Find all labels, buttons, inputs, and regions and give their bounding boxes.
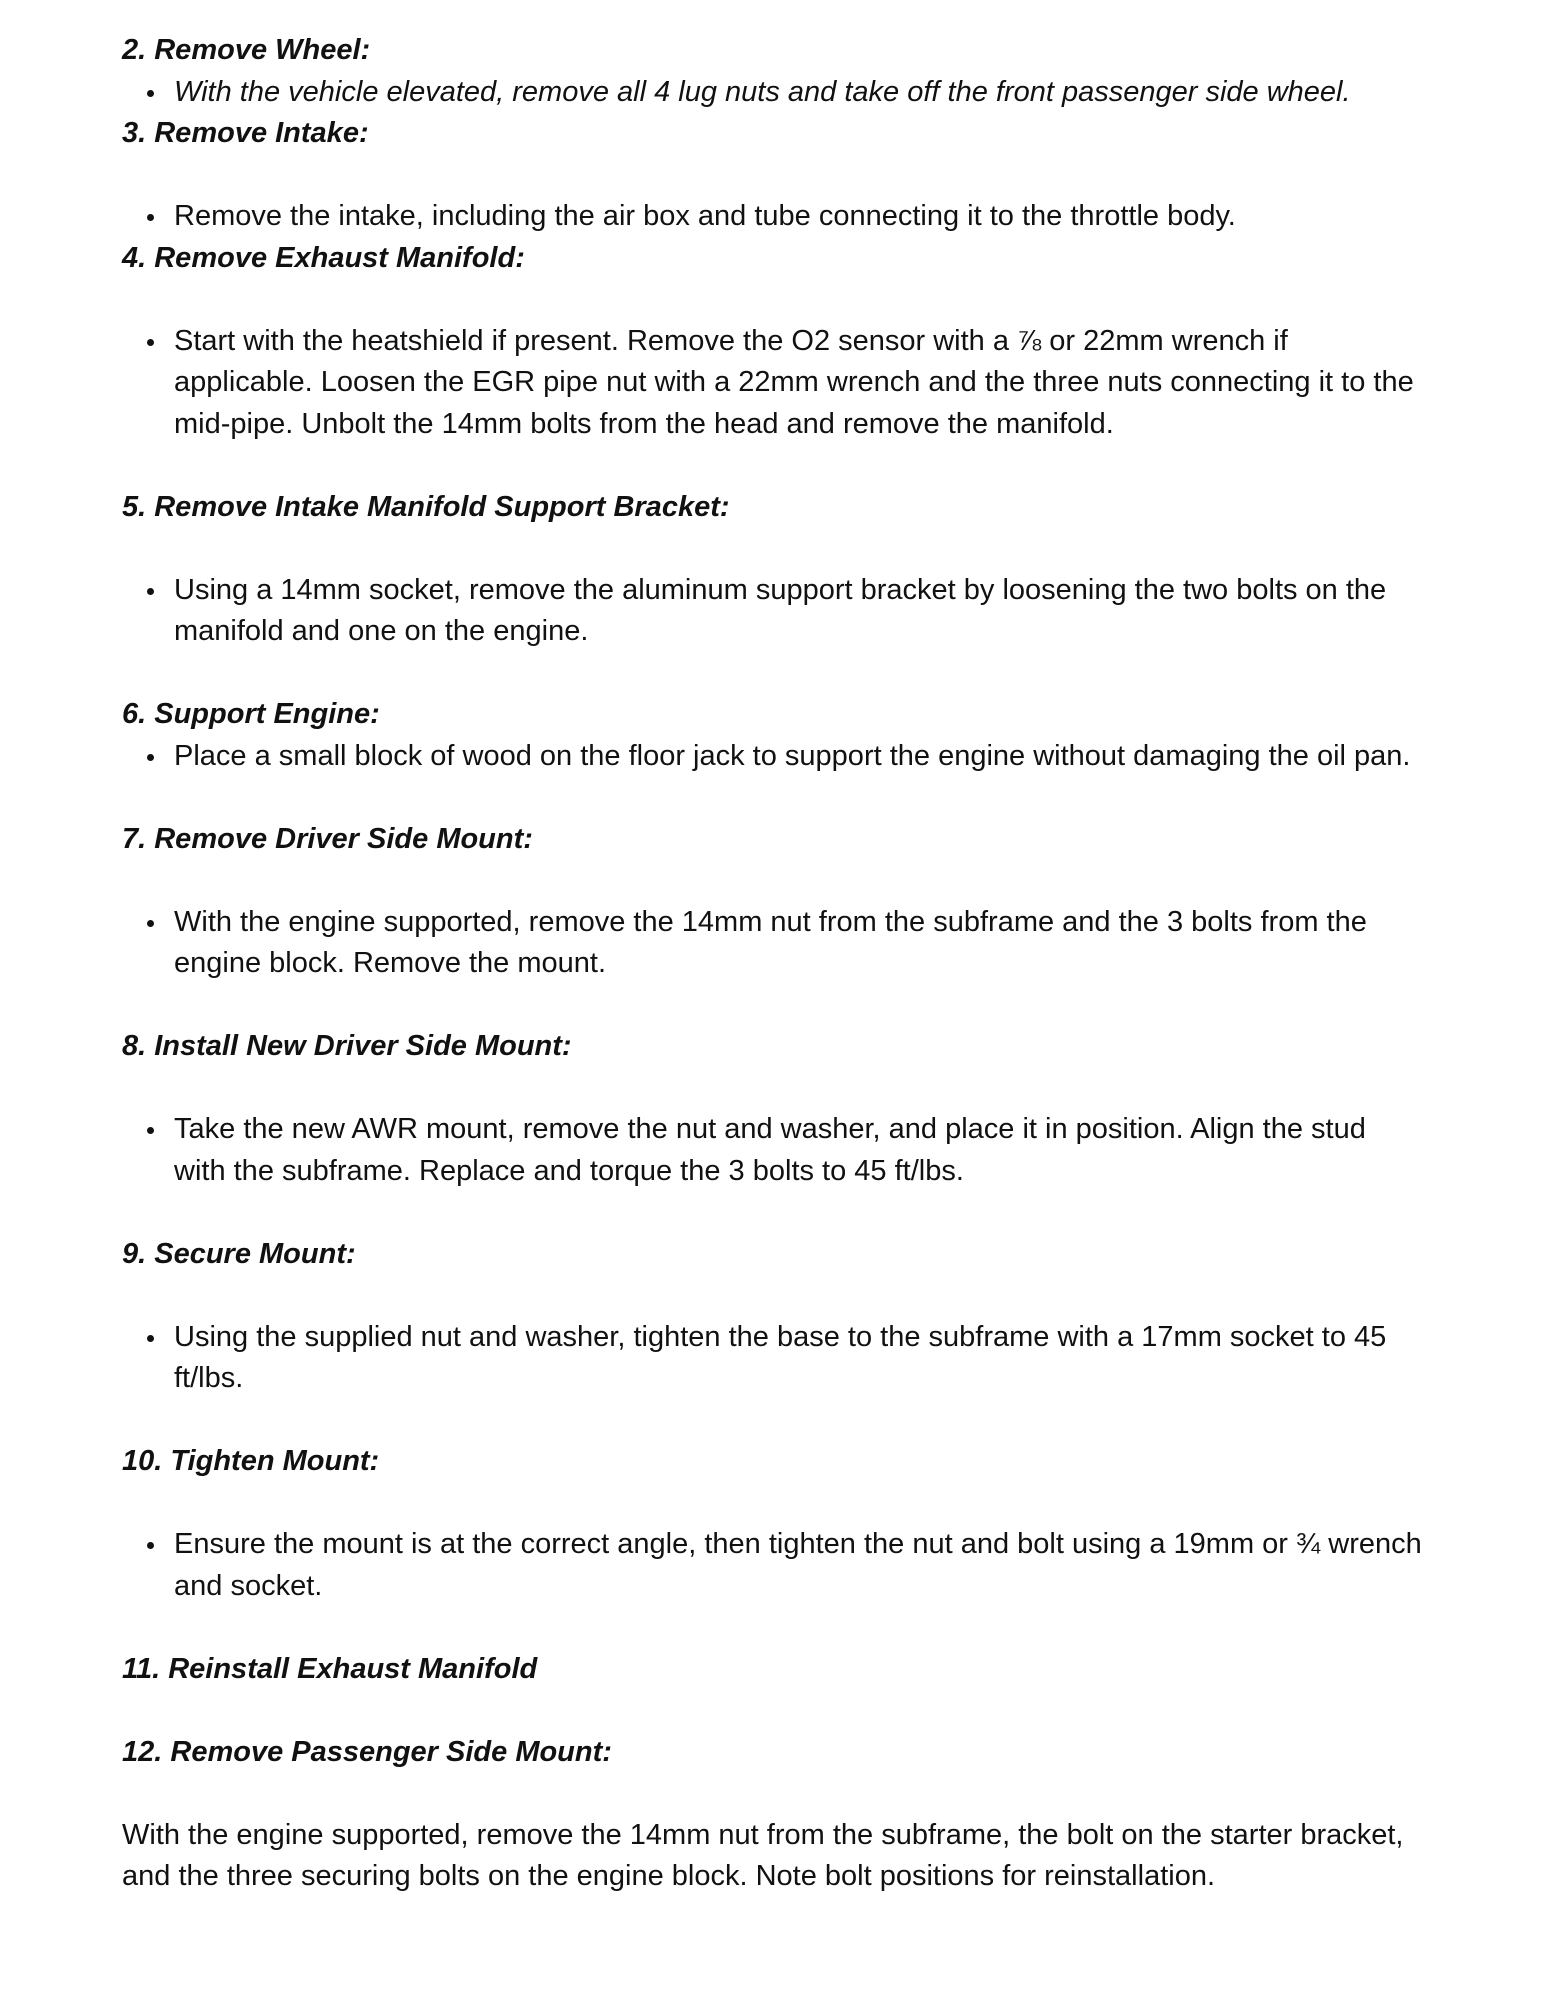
step-bullet: With the vehicle elevated, remove all 4 lug nuts and take off the front passenger side wheel. bbox=[174, 72, 1422, 114]
step-bullet-list bbox=[122, 1524, 1422, 1607]
step-bullet: Start with the heatshield if present. Remove the O2 sensor with a ⅞ or 22mm wrench if applicable. Loosen the EGR pipe nut with a 22mm wrench and the three nuts connecting it to the mid-pipe. Unbolt the 14mm bolts from the head and remove the manifold. bbox=[174, 321, 1422, 446]
step-title: 4. Remove Exhaust Manifold: bbox=[122, 241, 525, 274]
step-bullet: Ensure the mount is at the correct angle, then tighten the nut and bolt using a 19mm or ¾ wrench and socket. bbox=[174, 1524, 1422, 1607]
step-title: 3. Remove Intake: bbox=[122, 117, 369, 149]
document-page bbox=[122, 30, 1422, 1898]
step-title: 5. Remove Intake Manifold Support Bracket: bbox=[122, 490, 730, 523]
step-bullet: Place a small block of wood on the floor jack to support the engine without damaging the oil pan. bbox=[174, 736, 1422, 778]
step-title: 6. Support Engine: bbox=[122, 698, 380, 730]
step-title: 10. Tighten Mount: bbox=[122, 1445, 380, 1477]
step-bullet: Remove the intake, including the air box and tube connecting it to the throttle body. bbox=[174, 196, 1422, 238]
step-paragraph: With the engine supported, remove the 14mm nut from the subframe, the bolt on the starter bracket, and the three securing bolts on the engine block. Note bolt positions for reinstallation. bbox=[122, 1818, 1404, 1892]
step-bullet-list bbox=[122, 72, 1422, 114]
step-bullet: Using a 14mm socket, remove the aluminum support bracket by loosening the two bolts on the manifold and one on the engine. bbox=[174, 570, 1422, 653]
step-title: 8. Install New Driver Side Mount: bbox=[122, 1030, 572, 1062]
step-title: 9. Secure Mount: bbox=[122, 1237, 356, 1270]
step-bullet: With the engine supported, remove the 14mm nut from the subframe and the 3 bolts from the engine block. Remove the mount. bbox=[174, 902, 1422, 985]
step-bullet-list bbox=[122, 321, 1422, 446]
step-bullet-list bbox=[122, 1109, 1422, 1192]
step-bullet: Using the supplied nut and washer, tighten the base to the subframe with a 17mm socket to 45 ft/lbs. bbox=[174, 1317, 1422, 1400]
step-title: 12. Remove Passenger Side Mount: bbox=[122, 1735, 612, 1768]
step-bullet-list bbox=[122, 1317, 1422, 1400]
step-bullet-list bbox=[122, 196, 1422, 238]
step-bullet-list bbox=[122, 736, 1422, 778]
step-bullet-list bbox=[122, 902, 1422, 985]
step-bullet-list bbox=[122, 570, 1422, 653]
step-title: 11. Reinstall Exhaust Manifold bbox=[122, 1652, 538, 1685]
step-bullet: Take the new AWR mount, remove the nut and washer, and place it in position. Align the stud with the subframe. Replace and torque the 3 bolts to 45 ft/lbs. bbox=[174, 1109, 1422, 1192]
step-title: 2. Remove Wheel: bbox=[122, 34, 371, 66]
step-title: 7. Remove Driver Side Mount: bbox=[122, 822, 533, 855]
